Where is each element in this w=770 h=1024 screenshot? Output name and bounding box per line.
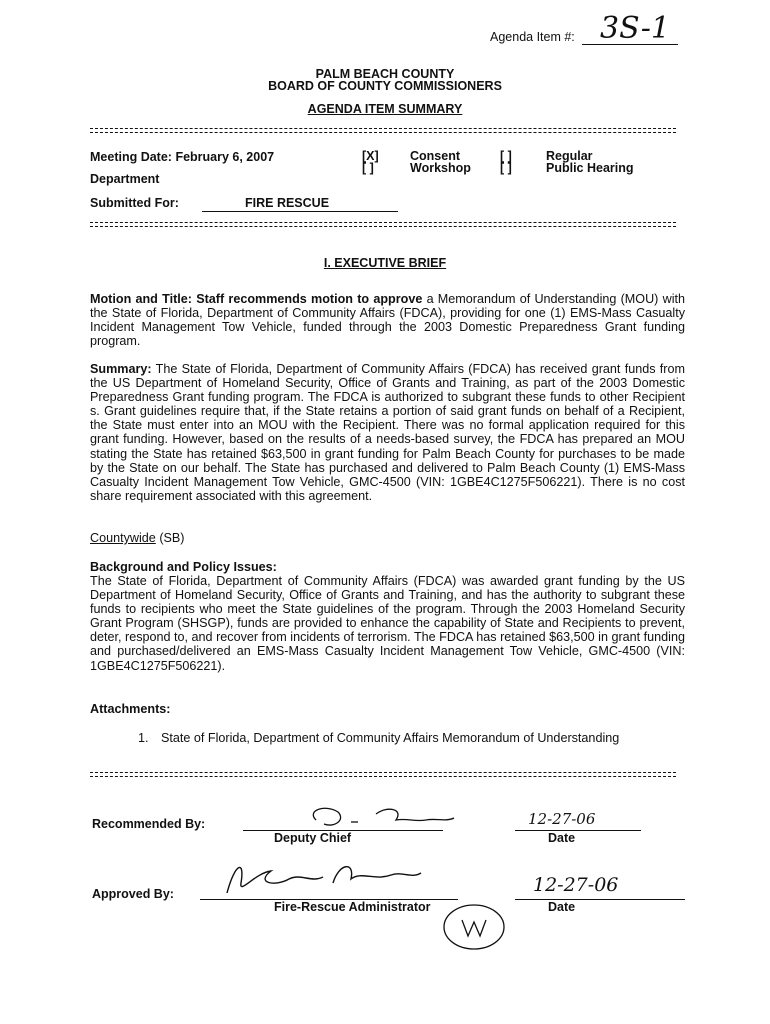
agenda-item-header — [490, 30, 575, 44]
approved-date: 12-27-06 — [533, 874, 619, 896]
option-public-hearing-label: Public Hearing — [546, 161, 634, 175]
recommended-date-line — [515, 830, 641, 831]
agenda-item-label: Agenda Item #: — [490, 30, 575, 44]
meeting-date-value: February 6, 2007 — [175, 150, 275, 164]
separator-bottom — [90, 772, 676, 777]
option-consent-label: Consent — [410, 149, 460, 163]
countywide-note — [90, 531, 185, 545]
department-label: Department — [90, 172, 160, 186]
approved-date-label: Date — [548, 900, 576, 914]
option-consent-mark: [X] — [362, 149, 379, 163]
summary-paragraph — [90, 362, 685, 503]
summary-label: Summary: — [90, 362, 152, 376]
approved-by-label: Approved By: — [92, 887, 174, 901]
background-text: The State of Florida, Department of Community Affairs (FDCA) was awarded grant funding by the US Department of Homeland Security, Office of Grants and Training, and has the authority to subgrant these funds to recipients who meet the State guidelines of the program. Through the 2003 Homeland Security Grant Program (SHSGP), funds are provided to enhance the capability of State and Recipients to prevent, deter, respond to, and recover from incidents of terrorism. The FDCA has retained $63,500 in grant funding and purchased/delivered an EMS-Mass Casualty Incident Management Tow Vehicle, GMC-4500 (VIN: 1GBE4C1275F506221). — [90, 574, 685, 673]
agenda-item-number: 3S-1 — [600, 11, 670, 46]
approved-signature — [215, 853, 435, 903]
approved-date-line — [515, 899, 685, 900]
agenda-item-underline — [582, 44, 678, 45]
separator-middle — [90, 222, 676, 227]
recommended-date-label: Date — [548, 831, 576, 845]
attachments-label: Attachments: — [90, 702, 171, 716]
attachment-text: State of Florida, Department of Community Affairs Memorandum of Understanding — [161, 731, 620, 745]
executive-brief-heading: I. EXECUTIVE BRIEF — [323, 256, 447, 270]
attachment-number: 1. — [138, 731, 149, 745]
submitted-for-underline — [202, 211, 398, 212]
summary-text: The State of Florida, Department of Community Affairs (FDCA) has received grant funds from the US Department of Homeland Security, Office of Grants and Training, as part of the 2003 Domestic Preparedness Grant funding program. The FDCA is authorized to subgrant these funds to other Recipient s. Grant guidelines require that, if the State retains a portion of said grant funds on behalf of a Recipient, the State must enter into an MOU with the Recipient. There was no formal application required for this grant funding. However, based on the results of a needs-based survey, the FDCA has prepared an MOU stating the State has retained $63,500 in grant funding for Palm Beach County for purchases to be made by the State on our behalf. The State has purchased and delivered to Palm Beach County (1) EMS-Mass Casualty Incident Management Tow Vehicle, GMC-4500 (VIN: 1GBE4C1275F506221). There is no cost share requirement associated with this agreement. — [90, 362, 685, 503]
approved-title: Fire-Rescue Administrator — [274, 900, 431, 914]
motion-label: Motion and Title: — [90, 292, 192, 306]
meeting-date — [90, 150, 274, 164]
summary-title: AGENDA ITEM SUMMARY — [307, 102, 463, 116]
motion-paragraph — [90, 292, 685, 348]
background-label: Background and Policy Issues: — [90, 560, 277, 574]
meeting-date-label: Meeting Date: — [90, 150, 172, 164]
recommended-by-label: Recommended By: — [92, 817, 206, 831]
option-workshop-mark: [ ] — [362, 161, 374, 175]
option-workshop-label: Workshop — [410, 161, 471, 175]
board-title: BOARD OF COUNTY COMMISSIONERS — [268, 79, 502, 93]
separator-top — [90, 128, 676, 133]
option-regular-label: Regular — [546, 149, 593, 163]
attachment-item — [138, 731, 149, 745]
countywide-suffix: (SB) — [159, 531, 185, 545]
recommended-date: 12-27-06 — [528, 810, 596, 828]
option-public-hearing-mark: [ ] — [500, 161, 512, 175]
submitted-for-value: FIRE RESCUE — [245, 196, 330, 210]
submitted-for-label: Submitted For: — [90, 196, 179, 210]
recommended-title: Deputy Chief — [274, 831, 352, 845]
county-title: PALM BEACH COUNTY — [315, 67, 455, 81]
motion-lead: Staff recommends motion to approve — [196, 292, 423, 306]
option-regular-mark: [ ] — [500, 149, 512, 163]
countywide-label: Countywide — [90, 531, 156, 545]
initials-circle — [440, 900, 510, 952]
motion-text: a Memorandum of Understanding (MOU) with the State of Florida, Department of Community Affairs (FDCA), providing for one (1) EMS-Mass Casualty Incident Management Tow Vehicle, funded through the 2003 Domestic Preparedness Grant funding program. — [90, 292, 685, 349]
